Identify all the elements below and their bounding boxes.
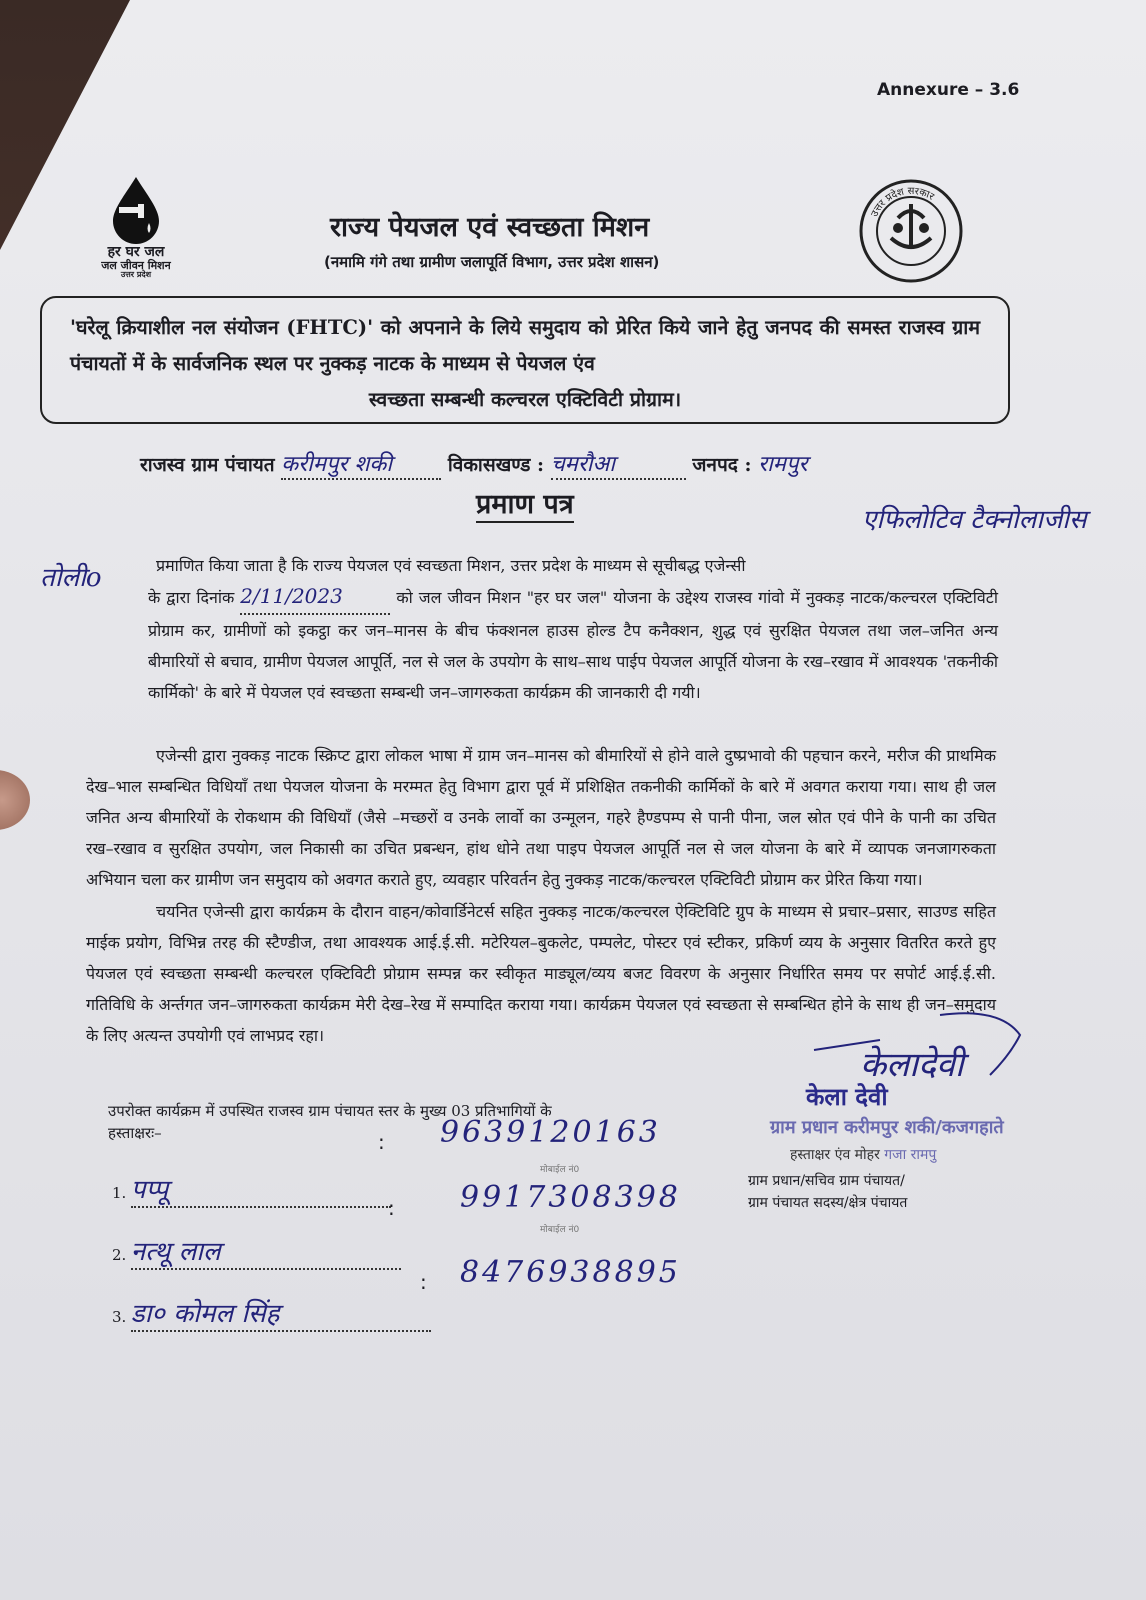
representative-name-3: डा० कोमल सिंह (130, 1299, 280, 1329)
logo-line-2: जल जीवन मिशन (101, 258, 171, 272)
representatives-label-line-2: हस्ताक्षरः– (108, 1124, 162, 1142)
representative-phone-1: 9639120163 (440, 1115, 661, 1150)
certificate-para-1 (148, 581, 998, 708)
agency-name-continuation: तोलीo (40, 563, 102, 593)
mobile-label-2: मोबाईल नं0 (540, 1225, 580, 1235)
mission-title: राज्य पेयजल एवं स्वच्छता मिशन (330, 212, 650, 243)
location-fields (140, 448, 807, 480)
signatory-name: केला देवी (806, 1083, 888, 1111)
block-label: विकासखण्ड : (447, 454, 545, 476)
program-description: 'घरेलू क्रियाशील नल संयोजन (FHTC)' को अपनाने के लिये समुदाय को प्रेरित किये जाने हेतु जनपद की समस्त राजस्व ग्राम पंचायतों में के सार्वजनिक स्थल पर नुक्कड़ नाटक के माध्यम से पेयजल एंव (70, 316, 980, 375)
representatives-label-line-1: उपरोक्त कार्यक्रम में उपस्थित राजस्व ग्राम पंचायत स्तर के मुख्य 03 प्रतिभागियों के (108, 1102, 552, 1120)
signatory-role-line-2: ग्राम पंचायत सदस्य/क्षेत्र पंचायत (748, 1195, 908, 1211)
representative-row-3: 3. डा० कोमल सिंह (112, 1294, 431, 1332)
mission-subtitle: (नमामि गंगे तथा ग्रामीण जलापूर्ति विभाग, उत्तर प्रदेश शासन) (324, 253, 660, 271)
district-label: जनपद : (692, 454, 752, 476)
para1-date-label: के द्वारा दिनांक (148, 588, 235, 607)
representative-phone-2: 9917308398 (460, 1180, 681, 1215)
representative-name-2: नत्थू लाल (130, 1237, 221, 1267)
signatory-signature: केलादेवी (860, 1045, 964, 1085)
certificate-para-2 (86, 740, 996, 895)
har-ghar-jal-logo (86, 175, 186, 280)
program-description-last-line: स्वच्छता सम्बन्धी कल्चरल एक्टिविटी प्रोग्राम। (368, 388, 682, 411)
representative-row-1: 1. पप्पू (112, 1170, 391, 1208)
para2-text: एजेन्सी द्वारा नुक्कड़ नाटक स्क्रिप्ट द्वारा लोकल भाषा में ग्राम जन–मानस को बीमारियों से होने वाले दुष्प्रभावो की पहचान करने, मरीज की प्राथमिक देख–भाल सम्बन्धित विधियाँ तथा पेयजल योजना के मरम्मत हेतु विभाग द्वारा पूर्व में प्रशिक्षित तकनीकी कार्मिकों के बारे में अवगत कराया गया। साथ ही जल जनित अन्य बीमारियों के रोकथाम की विधियाँ (जैसे –मच्छरों व उनके लार्वो का उन्मूलन, गहरे हैण्डपम्प से पानी पीना, जल स्रोत एवं पीने के पानी का उचित रख–रखाव व सुरक्षित उपयोग, जल निकासी का उचित प्रबन्धन, हांथ धोने तथा पाइप पेयजल आपूर्ति नल से जल योजना के बारे में व्यापक जनजागरुकता अभियान चला कर ग्रामीण जन समुदाय को अवगत कराते हुए, व्यवहार परिवर्तन हेतु नुक्कड़ नाटक/कल्चरल एक्टिविटी प्रोग्राम कर प्रेरित किया गया। (86, 746, 996, 889)
mobile-label-1: मोबाईल नं0 (540, 1165, 580, 1175)
representative-phone-3: 8476938895 (460, 1255, 681, 1290)
up-government-emblem (858, 178, 964, 284)
para1-body: को जल जीवन मिशन "हर घर जल" योजना के उद्देश्य राजस्व गांवो में नुक्कड़ नाटक/कल्चरल एक्टिविटी प्रोग्राम कर, ग्रामीणों को इकट्ठा कर जन–मानस के बीच फंक्शनल हाउस होल्ड टैप कनैक्शन, शुद्ध एवं सुरक्षित पेयजल तथा जल–जनित अन्य बीमारियों से बचाव, ग्रामीण पेयजल आपूर्ति, नल से जल के उपयोग के साथ–साथ पाईप पेयजल आपूर्ति योजना के रख–रखाव में आवश्यक 'तकनीकी कार्मिको' के बारे में पेयजल एवं स्वच्छता सम्बन्धी जन–जागरुकता कार्यक्रम की जानकारी दी गयी। (148, 588, 998, 702)
block-value: चमरौआ (550, 452, 615, 477)
gram-panchayat-value: करीमपुर शकी (281, 452, 393, 477)
signatory-role-line-1: ग्राम प्रधान/सचिव ग्राम पंचायत/ (748, 1173, 905, 1189)
emblem-text: उत्तर प्रदेश सरकार (869, 185, 936, 219)
representative-name-1: पप्पू (130, 1175, 169, 1205)
para1-opening: प्रमाणित किया जाता है कि राज्य पेयजल एवं स्वच्छता मिशन, उत्तर प्रदेश के माध्यम से सूचीबद्ध एजेन्सी (156, 556, 746, 575)
water-drop-tap-icon (105, 175, 167, 245)
representative-row-2: 2. नत्थू लाल (112, 1232, 401, 1270)
signature-seal-label: हस्ताक्षर एंव मोहर गजा रामपु (790, 1147, 937, 1163)
logo-line-1: हर घर जल (107, 244, 165, 260)
para3-text: चयनित एजेन्सी द्वारा कार्यक्रम के दौरान वाहन/कोवार्डिनेटर्स सहित नुक्कड़ नाटक/कल्चरल ऐक्टिविटि ग्रुप के माध्यम से प्रचार–प्रसार, साउण्ड सहित माईक प्रयोग, विभिन्न तरह की स्टैण्डीज, तथा आवश्यक आई.ई.सी. मटेरियल–बुकलेट, पम्पलेट, पोस्टर एवं स्टीकर, प्रकिर्ण व्यय के अनुसार वितरित करते हुए पेयजल एवं स्वच्छता सम्बन्धी कल्चरल एक्टिविटी प्रोग्राम सम्पन्न कर स्वीकृत माड्यूल/व्यय बजट विवरण के अनुसार निर्धारित समय पर सपोर्ट आई.ई.सी. गतिविधि के अर्न्तगत जन–जागरुकता कार्यक्रम मेरी देख–रेख में सम्पादित कराया गया। कार्यक्रम पेयजल एवं स्वच्छता से सम्बन्धित होने के साथ ही जन–समुदाय के लिए अत्यन्त उपयोगी एवं लाभप्रद रहा। (86, 902, 996, 1045)
program-description-box (40, 296, 1010, 424)
certificate-para-1-line-1 (86, 550, 856, 581)
certificate-title: प्रमाण पत्र (476, 484, 574, 523)
gram-panchayat-label: राजस्व ग्राम पंचायत (140, 454, 275, 476)
annexure-label: Annexure – 3.6 (877, 80, 1020, 100)
district-value: रामपुर (758, 452, 808, 477)
program-date: 2/11/2023 (240, 584, 343, 608)
agency-name-handwritten: एफिलोटिव टैक्नोलाजीस (862, 505, 1087, 535)
gram-pradhan-stamp: ग्राम प्रधान करीमपुर शकी/कजगहाते (770, 1117, 1004, 1138)
logo-line-3: उत्तर प्रदेश (120, 270, 152, 280)
